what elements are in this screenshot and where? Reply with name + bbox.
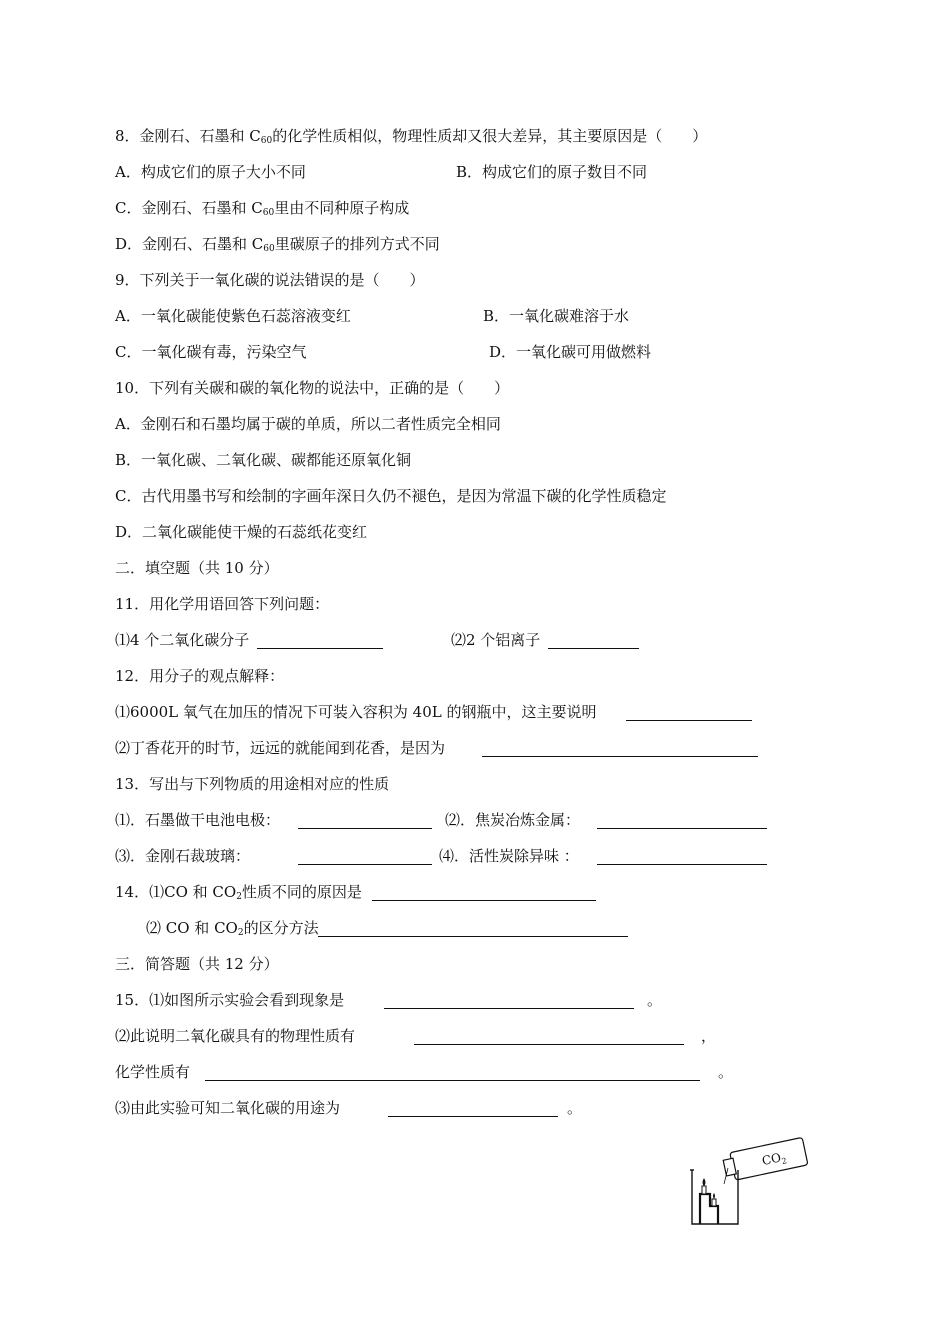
section-heading-fill-in: 二．填空题（共 10 分）	[115, 559, 279, 577]
q15-part-2-blank[interactable]	[414, 1026, 684, 1045]
q8-option-a: A．构成它们的原子大小不同	[115, 163, 306, 181]
q11-part-2-blank[interactable]	[548, 630, 639, 649]
q13-part-1-label: ⑴．石墨做干电池电极：	[115, 811, 281, 829]
q13-part-3-blank[interactable]	[298, 846, 432, 865]
q15-part-2b-blank[interactable]	[205, 1062, 700, 1081]
q8-stem: 8．金刚石、石墨和 $C_{60}$的化学性质相似，物理性质却又很大差异，其主要原因是（ ）	[115, 127, 708, 146]
lower-candle	[712, 1199, 716, 1206]
q10-option-d: D．二氧化碳能使干燥的石蕊纸花变红	[115, 523, 368, 541]
q13-part-4-label: ⑷．活性炭除异味 ：	[439, 847, 579, 865]
q15-part-1-end: 。	[647, 991, 663, 1009]
q9-stem: 9．下列关于一氧化碳的说法错误的是（ ）	[115, 271, 425, 289]
q15-part-1-blank[interactable]	[384, 990, 634, 1009]
q13-part-3-label: ⑶．金刚石裁玻璃：	[115, 847, 251, 865]
q9-option-c: C．一氧化碳有毒，污染空气	[115, 343, 307, 361]
q11-part-1-blank[interactable]	[257, 630, 383, 649]
upper-flame-icon	[703, 1178, 706, 1186]
upper-candle	[702, 1186, 706, 1194]
q11-part-2-label: ⑵2 个铝离子	[451, 631, 541, 649]
q9-option-d: D．一氧化碳可用做燃料	[489, 343, 652, 361]
q13-stem: 13．写出与下列物质的用途相对应的性质	[115, 775, 390, 793]
q13-part-2-blank[interactable]	[597, 810, 767, 829]
co2-label: $CO_2$	[760, 1150, 788, 1169]
q15-part-2-label: ⑵此说明二氧化碳具有的物理性质有	[115, 1027, 356, 1045]
q15-part-2-end: ，	[701, 1027, 717, 1045]
q15-part-1-label: 15．⑴如图所示实验会看到现象是	[115, 991, 345, 1009]
q10-option-b: B．一氧化碳、二氧化碳、碳都能还原氧化铜	[115, 451, 412, 469]
q15-part-2b-label: 化学性质有	[115, 1063, 191, 1081]
q12-part-2-label: ⑵丁香花开的时节，远远的就能闻到花香，是因为	[115, 739, 446, 757]
q13-part-4-blank[interactable]	[597, 846, 767, 865]
co2-experiment-figure	[688, 1132, 818, 1228]
lower-flame-icon	[713, 1193, 715, 1199]
q10-stem: 10．下列有关碳和碳的氧化物的说法中，正确的是（ ）	[115, 379, 510, 397]
q9-option-a: A．一氧化碳能使紫色石蕊溶液变红	[115, 307, 351, 325]
q15-part-3-blank[interactable]	[388, 1098, 558, 1117]
q11-stem: 11．用化学用语回答下列问题：	[115, 595, 330, 613]
q15-part-3-label: ⑶由此实验可知二氧化碳的用途为	[115, 1099, 341, 1117]
q12-part-1-label: ⑴6000L 氧气在加压的情况下可装入容积为 40L 的钢瓶中，这主要说明	[115, 703, 597, 721]
q13-part-1-blank[interactable]	[298, 810, 432, 829]
q14-part-1-blank[interactable]	[372, 882, 596, 901]
q13-part-2-label: ⑵．焦炭冶炼金属：	[445, 811, 581, 829]
q14-part-2-label: ⑵ CO 和 $CO_2$的区分方法	[146, 919, 319, 938]
q12-part-1-blank[interactable]	[626, 702, 752, 721]
q9-option-b: B．一氧化碳难溶于水	[483, 307, 630, 325]
q15-part-3-end: 。	[567, 1099, 583, 1117]
q11-part-1-label: ⑴4 个二氧化碳分子	[115, 631, 250, 649]
q12-part-2-blank[interactable]	[482, 738, 758, 757]
co2-experiment-diagram	[688, 1132, 818, 1228]
q10-option-a: A．金刚石和石墨均属于碳的单质，所以二者性质完全相同	[115, 415, 501, 433]
q8-option-b: B．构成它们的原子数目不同	[456, 163, 648, 181]
q8-option-c: C．金刚石、石墨和 $C_{60}$里由不同种原子构成	[115, 199, 410, 218]
q15-part-2b-end: 。	[718, 1063, 734, 1081]
q10-option-c: C．古代用墨书写和绘制的字画年深日久仍不褪色，是因为常温下碳的化学性质稳定	[115, 487, 667, 505]
q12-stem: 12．用分子的观点解释：	[115, 667, 285, 685]
section-heading-short-answer: 三．简答题（共 12 分）	[115, 955, 279, 973]
q14-part-2-blank[interactable]	[318, 918, 628, 937]
q14-part-1-label: 14．⑴CO 和 $CO_2$性质不同的原因是	[115, 883, 362, 902]
q8-option-d: D．金刚石、石墨和 $C_{60}$里碳原子的排列方式不同	[115, 235, 440, 254]
